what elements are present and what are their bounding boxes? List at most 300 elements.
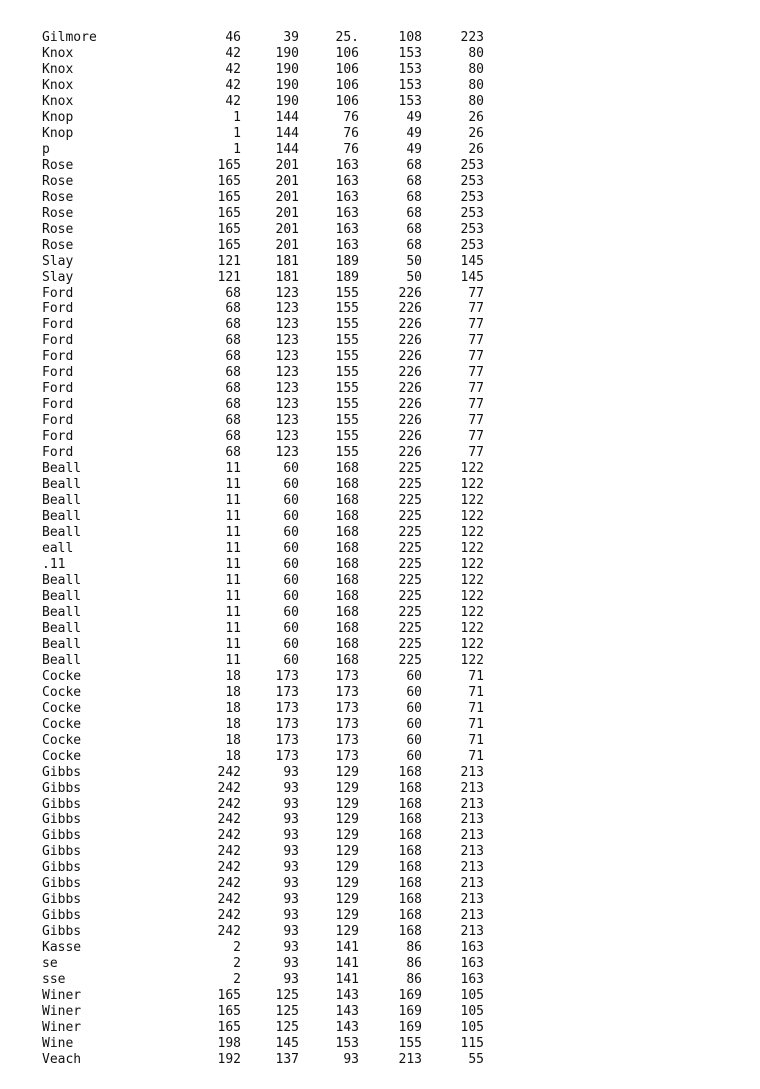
table-row [42, 174, 502, 190]
row-value-4: 108 [398, 30, 422, 45]
table-row [42, 493, 502, 509]
row-name: Ford [42, 301, 74, 317]
row-name: Ford [42, 429, 74, 445]
row-name: Rose [42, 173, 74, 189]
table-row [42, 605, 502, 621]
row-value-4: 155 [398, 1036, 422, 1052]
row-name: Gibbs [42, 876, 82, 892]
row-value-4: 86 [406, 956, 422, 972]
row-value-4: 168 [398, 908, 422, 924]
row-value-4: 225 [398, 604, 422, 620]
row-value-1: 11 [225, 556, 241, 572]
row-value-5: 105 [460, 988, 484, 1004]
row-value-4: 68 [406, 221, 422, 237]
row-value-5: 122 [460, 620, 484, 636]
row-value-4: 49 [406, 125, 422, 141]
table-row [42, 317, 502, 333]
table-row [42, 477, 502, 493]
row-value-4: 225 [398, 541, 422, 556]
row-value-4: 68 [406, 237, 422, 253]
row-value-5: 213 [460, 892, 484, 908]
row-value-4: 153 [398, 61, 422, 77]
table-row [42, 908, 502, 924]
row-value-2: 60 [283, 541, 299, 556]
row-value-4: 153 [398, 93, 422, 109]
row-value-4: 60 [406, 684, 422, 700]
table-row [42, 158, 502, 174]
row-value-4: 226 [398, 333, 422, 349]
row-name: Gibbs [42, 924, 82, 940]
row-value-5: 223 [460, 30, 484, 45]
table-row [42, 445, 502, 461]
row-value-2: 190 [275, 77, 299, 93]
row-value-5: 163 [460, 956, 484, 972]
row-name: sse [42, 972, 66, 988]
row-value-1: 11 [225, 509, 241, 525]
row-value-3: 163 [335, 221, 359, 237]
row-value-5: 253 [460, 205, 484, 221]
row-value-3: 129 [335, 892, 359, 908]
row-value-3: 143 [335, 1020, 359, 1036]
row-value-1: 68 [225, 349, 241, 365]
row-name: Cocke [42, 668, 82, 684]
row-value-5: 122 [460, 652, 484, 668]
row-value-2: 190 [275, 93, 299, 109]
row-name: Cocke [42, 716, 82, 732]
row-value-5: 122 [460, 604, 484, 620]
row-value-5: 71 [468, 700, 484, 716]
row-name: Knox [42, 45, 74, 61]
row-value-1: 165 [217, 157, 241, 173]
table-row [42, 206, 502, 222]
row-value-1: 11 [225, 541, 241, 556]
row-value-4: 226 [398, 301, 422, 317]
row-value-1: 1 [233, 109, 241, 125]
row-value-4: 49 [406, 109, 422, 125]
row-value-3: 168 [335, 525, 359, 541]
row-value-2: 93 [283, 940, 299, 956]
row-value-3: 168 [335, 541, 359, 556]
table-row [42, 541, 502, 557]
row-value-1: 11 [225, 636, 241, 652]
row-value-4: 226 [398, 445, 422, 461]
table-row [42, 78, 502, 94]
row-value-2: 93 [283, 908, 299, 924]
table-row [42, 1020, 502, 1036]
row-value-3: 141 [335, 940, 359, 956]
row-value-1: 68 [225, 333, 241, 349]
row-value-2: 93 [283, 860, 299, 876]
row-value-3: 106 [335, 61, 359, 77]
row-name: Rose [42, 237, 74, 253]
row-value-2: 60 [283, 493, 299, 509]
row-value-3: 173 [335, 716, 359, 732]
row-value-3: 168 [335, 588, 359, 604]
row-value-3: 168 [335, 556, 359, 572]
row-name: Gibbs [42, 860, 82, 876]
row-value-1: 2 [233, 940, 241, 956]
row-value-2: 123 [275, 429, 299, 445]
row-value-3: 163 [335, 189, 359, 205]
row-value-5: 71 [468, 748, 484, 764]
row-value-2: 123 [275, 301, 299, 317]
row-value-4: 225 [398, 477, 422, 493]
row-value-2: 39 [283, 30, 299, 45]
row-value-3: 189 [335, 269, 359, 285]
table-row [42, 653, 502, 669]
row-value-2: 60 [283, 620, 299, 636]
row-value-3: 129 [335, 812, 359, 828]
row-name: Knop [42, 109, 74, 125]
row-name: Rose [42, 189, 74, 205]
row-value-5: 213 [460, 780, 484, 796]
table-row [42, 30, 502, 46]
row-value-1: 11 [225, 604, 241, 620]
row-value-2: 144 [275, 141, 299, 157]
row-value-4: 60 [406, 700, 422, 716]
row-value-1: 242 [217, 780, 241, 796]
row-value-4: 225 [398, 493, 422, 509]
row-value-3: 155 [335, 285, 359, 301]
row-value-3: 143 [335, 1004, 359, 1020]
row-value-2: 144 [275, 125, 299, 141]
row-value-1: 2 [233, 956, 241, 972]
row-value-1: 165 [217, 1004, 241, 1020]
row-value-5: 213 [460, 764, 484, 780]
row-value-5: 105 [460, 1004, 484, 1020]
row-value-3: 155 [335, 333, 359, 349]
row-value-4: 168 [398, 764, 422, 780]
table-row [42, 573, 502, 589]
table-row [42, 685, 502, 701]
row-value-3: 76 [343, 125, 359, 141]
row-value-1: 165 [217, 173, 241, 189]
row-value-5: 213 [460, 924, 484, 940]
row-value-3: 168 [335, 509, 359, 525]
row-value-1: 42 [225, 93, 241, 109]
row-value-5: 55 [468, 1052, 484, 1067]
row-value-1: 1 [233, 125, 241, 141]
row-value-4: 60 [406, 716, 422, 732]
table-row [42, 429, 502, 445]
row-value-5: 77 [468, 333, 484, 349]
table-row [42, 62, 502, 78]
row-value-5: 77 [468, 413, 484, 429]
row-value-5: 122 [460, 477, 484, 493]
table-row [42, 94, 502, 110]
row-value-3: 155 [335, 349, 359, 365]
row-value-3: 173 [335, 684, 359, 700]
row-value-5: 77 [468, 381, 484, 397]
row-value-1: 68 [225, 301, 241, 317]
row-value-1: 68 [225, 445, 241, 461]
table-row [42, 525, 502, 541]
row-value-5: 253 [460, 221, 484, 237]
row-name: Gibbs [42, 828, 82, 844]
table-row [42, 637, 502, 653]
row-value-2: 173 [275, 668, 299, 684]
row-value-5: 213 [460, 876, 484, 892]
row-value-2: 123 [275, 381, 299, 397]
row-value-2: 123 [275, 365, 299, 381]
row-value-2: 60 [283, 525, 299, 541]
row-value-4: 226 [398, 349, 422, 365]
row-name: Gibbs [42, 764, 82, 780]
row-name: Winer [42, 988, 82, 1004]
row-value-1: 18 [225, 748, 241, 764]
row-value-3: 163 [335, 157, 359, 173]
row-value-1: 242 [217, 828, 241, 844]
row-value-3: 155 [335, 397, 359, 413]
row-value-3: 168 [335, 493, 359, 509]
row-value-5: 163 [460, 940, 484, 956]
table-row [42, 461, 502, 477]
row-value-1: 165 [217, 988, 241, 1004]
row-value-1: 18 [225, 716, 241, 732]
row-value-3: 155 [335, 381, 359, 397]
row-name: .11 [42, 556, 66, 572]
row-value-4: 86 [406, 940, 422, 956]
row-name: Beall [42, 477, 82, 493]
row-value-1: 165 [217, 1020, 241, 1036]
table-row [42, 238, 502, 254]
row-value-2: 93 [283, 828, 299, 844]
row-name: Rose [42, 205, 74, 221]
table-row [42, 110, 502, 126]
row-value-2: 145 [275, 1036, 299, 1052]
table-row [42, 1052, 502, 1068]
row-name: Gibbs [42, 780, 82, 796]
row-value-4: 168 [398, 828, 422, 844]
row-value-4: 225 [398, 461, 422, 477]
row-value-3: 168 [335, 604, 359, 620]
row-name: Wine [42, 1036, 74, 1052]
row-value-3: 168 [335, 620, 359, 636]
row-value-1: 42 [225, 45, 241, 61]
row-value-4: 169 [398, 988, 422, 1004]
table-row [42, 397, 502, 413]
row-value-5: 26 [468, 141, 484, 157]
row-value-4: 168 [398, 780, 422, 796]
row-name: Winer [42, 1004, 82, 1020]
row-value-4: 49 [406, 141, 422, 157]
row-value-4: 60 [406, 748, 422, 764]
row-value-4: 68 [406, 205, 422, 221]
table-row [42, 349, 502, 365]
row-value-2: 173 [275, 732, 299, 748]
row-value-1: 242 [217, 860, 241, 876]
table-row [42, 190, 502, 206]
row-value-3: 141 [335, 956, 359, 972]
row-value-4: 168 [398, 876, 422, 892]
row-value-3: 143 [335, 988, 359, 1004]
row-value-5: 253 [460, 157, 484, 173]
table-row [42, 924, 502, 940]
row-value-4: 168 [398, 924, 422, 940]
row-value-1: 242 [217, 764, 241, 780]
table-row [42, 413, 502, 429]
row-name: Ford [42, 317, 74, 333]
row-value-3: 155 [335, 413, 359, 429]
row-value-3: 106 [335, 93, 359, 109]
table-row [42, 46, 502, 62]
row-value-3: 155 [335, 445, 359, 461]
row-value-3: 129 [335, 780, 359, 796]
row-value-4: 153 [398, 77, 422, 93]
row-name: eall [42, 541, 74, 556]
row-value-4: 168 [398, 892, 422, 908]
row-value-4: 225 [398, 620, 422, 636]
row-value-5: 77 [468, 317, 484, 333]
row-value-1: 46 [225, 30, 241, 45]
row-value-1: 11 [225, 588, 241, 604]
row-value-3: 25. [335, 30, 359, 45]
row-value-1: 242 [217, 796, 241, 812]
row-value-2: 201 [275, 189, 299, 205]
table-row [42, 126, 502, 142]
row-value-4: 60 [406, 668, 422, 684]
row-name: Knop [42, 125, 74, 141]
row-value-5: 122 [460, 636, 484, 652]
row-value-5: 122 [460, 541, 484, 556]
row-value-1: 242 [217, 844, 241, 860]
table-row [42, 717, 502, 733]
row-value-5: 122 [460, 493, 484, 509]
row-value-3: 106 [335, 77, 359, 93]
data-table [42, 30, 502, 1068]
row-value-5: 80 [468, 77, 484, 93]
row-value-3: 168 [335, 477, 359, 493]
row-name: Gibbs [42, 908, 82, 924]
row-value-5: 80 [468, 93, 484, 109]
row-value-2: 60 [283, 604, 299, 620]
row-value-4: 68 [406, 189, 422, 205]
row-name: Gibbs [42, 844, 82, 860]
row-value-2: 60 [283, 556, 299, 572]
row-value-2: 93 [283, 972, 299, 988]
row-value-3: 155 [335, 301, 359, 317]
row-value-4: 168 [398, 796, 422, 812]
row-value-5: 77 [468, 301, 484, 317]
row-value-2: 123 [275, 349, 299, 365]
table-row [42, 621, 502, 637]
row-value-2: 125 [275, 988, 299, 1004]
row-value-3: 168 [335, 572, 359, 588]
row-name: Beall [42, 572, 82, 588]
row-name: Cocke [42, 684, 82, 700]
row-value-3: 129 [335, 860, 359, 876]
row-value-4: 168 [398, 860, 422, 876]
row-value-5: 122 [460, 525, 484, 541]
row-value-1: 42 [225, 77, 241, 93]
table-row [42, 222, 502, 238]
row-value-1: 11 [225, 493, 241, 509]
row-value-3: 173 [335, 732, 359, 748]
row-value-4: 169 [398, 1004, 422, 1020]
row-value-2: 181 [275, 269, 299, 285]
table-row [42, 701, 502, 717]
row-value-5: 122 [460, 572, 484, 588]
table-row [42, 142, 502, 158]
row-value-2: 201 [275, 205, 299, 221]
row-value-4: 225 [398, 652, 422, 668]
row-value-2: 173 [275, 684, 299, 700]
row-value-1: 242 [217, 876, 241, 892]
row-value-3: 129 [335, 796, 359, 812]
row-value-2: 93 [283, 812, 299, 828]
row-value-5: 163 [460, 972, 484, 988]
row-value-1: 192 [217, 1052, 241, 1067]
table-row [42, 972, 502, 988]
row-value-4: 225 [398, 572, 422, 588]
row-value-1: 165 [217, 237, 241, 253]
row-value-3: 168 [335, 652, 359, 668]
row-value-2: 173 [275, 716, 299, 732]
row-value-2: 144 [275, 109, 299, 125]
row-name: Ford [42, 445, 74, 461]
row-value-3: 129 [335, 844, 359, 860]
row-name: Ford [42, 397, 74, 413]
table-row [42, 733, 502, 749]
row-value-4: 225 [398, 636, 422, 652]
row-name: Gibbs [42, 796, 82, 812]
row-value-1: 11 [225, 620, 241, 636]
row-value-5: 145 [460, 253, 484, 269]
table-row [42, 812, 502, 828]
row-value-5: 253 [460, 189, 484, 205]
row-value-3: 163 [335, 173, 359, 189]
row-name: Beall [42, 588, 82, 604]
row-value-4: 226 [398, 285, 422, 301]
row-value-4: 226 [398, 413, 422, 429]
row-value-3: 129 [335, 828, 359, 844]
row-name: Beall [42, 525, 82, 541]
row-value-5: 26 [468, 125, 484, 141]
row-value-5: 80 [468, 45, 484, 61]
row-value-2: 60 [283, 461, 299, 477]
row-value-3: 163 [335, 237, 359, 253]
row-value-5: 105 [460, 1020, 484, 1036]
row-value-1: 2 [233, 972, 241, 988]
row-value-5: 213 [460, 908, 484, 924]
row-name: Cocke [42, 748, 82, 764]
row-value-4: 225 [398, 556, 422, 572]
row-value-2: 123 [275, 285, 299, 301]
row-value-1: 18 [225, 732, 241, 748]
row-value-5: 145 [460, 269, 484, 285]
table-row [42, 940, 502, 956]
row-value-1: 68 [225, 397, 241, 413]
row-name: Beall [42, 509, 82, 525]
row-value-2: 60 [283, 652, 299, 668]
row-value-4: 226 [398, 317, 422, 333]
row-value-3: 129 [335, 924, 359, 940]
row-value-4: 226 [398, 365, 422, 381]
row-value-3: 173 [335, 668, 359, 684]
row-name: Beall [42, 620, 82, 636]
row-value-1: 68 [225, 381, 241, 397]
row-value-4: 50 [406, 269, 422, 285]
row-value-5: 80 [468, 61, 484, 77]
row-value-4: 226 [398, 381, 422, 397]
table-row [42, 301, 502, 317]
table-row [42, 333, 502, 349]
row-value-1: 242 [217, 892, 241, 908]
row-value-4: 213 [398, 1052, 422, 1067]
row-name: p [42, 141, 50, 157]
row-value-2: 123 [275, 397, 299, 413]
row-value-1: 18 [225, 684, 241, 700]
